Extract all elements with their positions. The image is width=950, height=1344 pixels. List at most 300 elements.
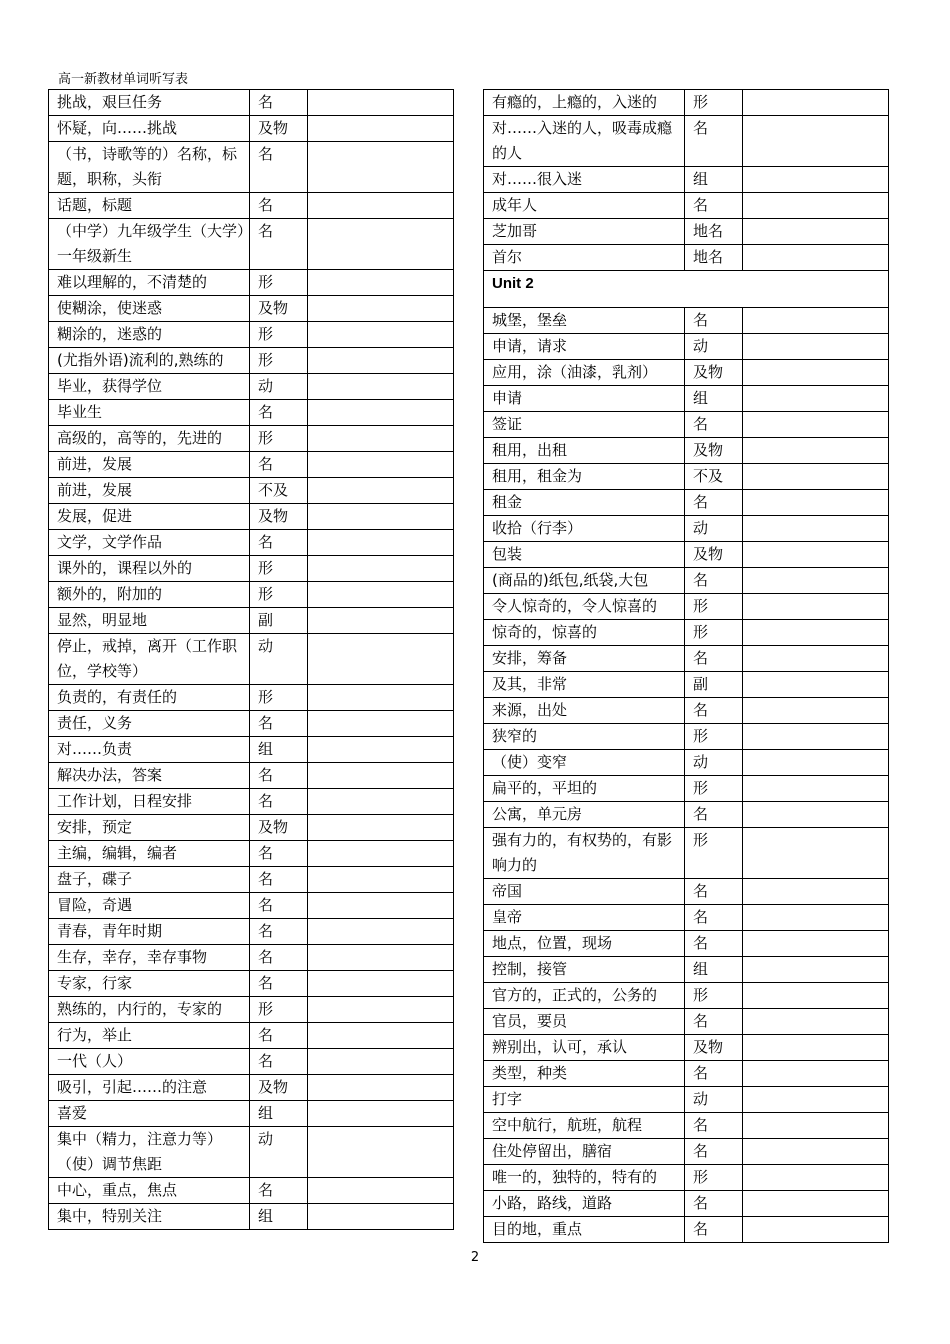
word-meaning-cell: 申请 [484,386,685,412]
answer-blank-cell[interactable] [308,893,454,919]
word-meaning-cell: 话题，标题 [49,193,250,219]
word-meaning-cell: 官员，要员 [484,1009,685,1035]
answer-blank-cell[interactable] [743,1087,889,1113]
word-meaning-cell: 行为，举止 [49,1023,250,1049]
answer-blank-cell[interactable] [743,672,889,698]
word-meaning-cell: 熟练的，内行的，专家的 [49,997,250,1023]
word-meaning-cell: 生存，幸存，幸存事物 [49,945,250,971]
word-meaning-cell: 中心，重点，焦点 [49,1178,250,1204]
answer-blank-cell[interactable] [308,478,454,504]
word-meaning-cell: 负责的，有责任的 [49,685,250,711]
part-of-speech-cell: 形 [250,997,308,1023]
table-row [484,464,889,490]
table-row [49,116,454,142]
word-meaning-cell: 难以理解的，不清楚的 [49,270,250,296]
table-row [49,530,454,556]
word-meaning-cell: 强有力的，有权势的，有影响力的 [484,828,685,879]
word-meaning-cell: 来源，出处 [484,698,685,724]
word-meaning-cell: 毕业，获得学位 [49,374,250,400]
table-row [49,1127,454,1178]
part-of-speech-cell: 名 [685,490,743,516]
part-of-speech-cell: 名 [685,802,743,828]
part-of-speech-cell: 形 [250,582,308,608]
part-of-speech-cell: 名 [685,116,743,167]
word-meaning-cell: 额外的，附加的 [49,582,250,608]
table-row [484,828,889,879]
answer-blank-cell[interactable] [743,724,889,750]
table-row [49,582,454,608]
word-meaning-cell: 应用，涂（油漆，乳剂） [484,360,685,386]
answer-blank-cell[interactable] [308,737,454,763]
answer-blank-cell[interactable] [743,1113,889,1139]
word-meaning-cell: 发展，促进 [49,504,250,530]
word-meaning-cell: (尤指外语)流利的,熟练的 [49,348,250,374]
part-of-speech-cell: 形 [250,348,308,374]
table-row [484,983,889,1009]
word-meaning-cell: 地点，位置，现场 [484,931,685,957]
table-row [49,374,454,400]
answer-blank-cell[interactable] [308,400,454,426]
word-meaning-cell: 糊涂的，迷惑的 [49,322,250,348]
word-meaning-cell: 对……很入迷 [484,167,685,193]
page-number: 2 [470,1250,480,1265]
word-meaning-cell: 前进，发展 [49,452,250,478]
part-of-speech-cell: 名 [250,1178,308,1204]
word-meaning-cell: 公寓，单元房 [484,802,685,828]
table-row [484,245,889,271]
part-of-speech-cell: 及物 [685,438,743,464]
word-meaning-cell: 责任，义务 [49,711,250,737]
part-of-speech-cell: 名 [250,219,308,270]
part-of-speech-cell: 动 [685,334,743,360]
table-row [484,516,889,542]
answer-blank-cell[interactable] [308,219,454,270]
part-of-speech-cell: 及物 [250,815,308,841]
answer-blank-cell[interactable] [743,167,889,193]
word-meaning-cell: （中学）九年级学生（大学）一年级新生 [49,219,250,270]
part-of-speech-cell: 及物 [250,116,308,142]
table-row [49,556,454,582]
table-row [49,893,454,919]
part-of-speech-cell: 名 [250,530,308,556]
answer-blank-cell[interactable] [743,116,889,167]
word-meaning-cell: （书，诗歌等的）名称，标题，职称，头衔 [49,142,250,193]
word-meaning-cell: 租用，租金为 [484,464,685,490]
part-of-speech-cell: 名 [250,945,308,971]
part-of-speech-cell: 动 [685,1087,743,1113]
table-row [49,763,454,789]
table-row [484,386,889,412]
table-row [49,737,454,763]
answer-blank-cell[interactable] [308,530,454,556]
answer-blank-cell[interactable] [743,1165,889,1191]
table-row [484,219,889,245]
answer-blank-cell[interactable] [743,334,889,360]
word-meaning-cell: 住处停留出，膳宿 [484,1139,685,1165]
table-row [484,438,889,464]
answer-blank-cell[interactable] [743,412,889,438]
part-of-speech-cell: 副 [685,672,743,698]
part-of-speech-cell: 名 [250,841,308,867]
table-row [49,789,454,815]
part-of-speech-cell: 形 [685,594,743,620]
word-meaning-cell: 芝加哥 [484,219,685,245]
table-row [49,1049,454,1075]
word-meaning-cell: 令人惊奇的，令人惊喜的 [484,594,685,620]
table-row [49,971,454,997]
part-of-speech-cell: 名 [685,879,743,905]
answer-blank-cell[interactable] [743,776,889,802]
part-of-speech-cell: 组 [685,957,743,983]
part-of-speech-cell: 名 [685,193,743,219]
part-of-speech-cell: 及物 [685,542,743,568]
word-meaning-cell: 主编，编辑，编者 [49,841,250,867]
answer-blank-cell[interactable] [308,919,454,945]
part-of-speech-cell: 形 [250,426,308,452]
table-row [484,1035,889,1061]
word-meaning-cell: 使糊涂，使迷惑 [49,296,250,322]
answer-blank-cell[interactable] [743,828,889,879]
word-meaning-cell: 成年人 [484,193,685,219]
part-of-speech-cell: 形 [685,1165,743,1191]
word-meaning-cell: 青春，青年时期 [49,919,250,945]
answer-blank-cell[interactable] [308,1101,454,1127]
answer-blank-cell[interactable] [743,1009,889,1035]
part-of-speech-cell: 名 [685,646,743,672]
table-row [49,815,454,841]
word-meaning-cell: 唯一的，独特的，特有的 [484,1165,685,1191]
part-of-speech-cell: 地名 [685,245,743,271]
table-row [49,634,454,685]
unit-heading-row [484,271,889,308]
table-row [49,841,454,867]
table-row [484,646,889,672]
answer-blank-cell[interactable] [308,997,454,1023]
answer-blank-cell[interactable] [743,983,889,1009]
answer-blank-cell[interactable] [308,322,454,348]
table-row [49,400,454,426]
table-row [49,867,454,893]
table-row [484,308,889,334]
table-row [49,1023,454,1049]
table-row [484,1087,889,1113]
table-row [484,594,889,620]
answer-blank-cell[interactable] [743,698,889,724]
answer-blank-cell[interactable] [308,1023,454,1049]
part-of-speech-cell: 形 [250,685,308,711]
answer-blank-cell[interactable] [308,685,454,711]
part-of-speech-cell: 动 [250,634,308,685]
table-row [49,1075,454,1101]
part-of-speech-cell: 名 [685,698,743,724]
word-meaning-cell: 冒险，奇遇 [49,893,250,919]
part-of-speech-cell: 名 [685,1009,743,1035]
part-of-speech-cell: 组 [250,1101,308,1127]
table-row [49,478,454,504]
answer-blank-cell[interactable] [308,1127,454,1178]
answer-blank-cell[interactable] [743,360,889,386]
answer-blank-cell[interactable] [308,348,454,374]
table-row [49,219,454,270]
word-meaning-cell: (商品的)纸包,纸袋,大包 [484,568,685,594]
table-row [484,116,889,167]
answer-blank-cell[interactable] [308,270,454,296]
table-row [484,490,889,516]
answer-blank-cell[interactable] [743,594,889,620]
word-meaning-cell: 皇帝 [484,905,685,931]
table-row [49,711,454,737]
part-of-speech-cell: 组 [685,167,743,193]
word-meaning-cell: 高级的，高等的，先进的 [49,426,250,452]
table-row [49,945,454,971]
part-of-speech-cell: 名 [250,90,308,116]
word-meaning-cell: 对……负责 [49,737,250,763]
answer-blank-cell[interactable] [308,971,454,997]
answer-blank-cell[interactable] [308,582,454,608]
table-row [49,193,454,219]
part-of-speech-cell: 名 [685,412,743,438]
table-row [49,919,454,945]
answer-blank-cell[interactable] [308,193,454,219]
part-of-speech-cell: 名 [685,308,743,334]
answer-blank-cell[interactable] [308,711,454,737]
word-meaning-cell: 首尔 [484,245,685,271]
answer-blank-cell[interactable] [743,1061,889,1087]
answer-blank-cell[interactable] [308,634,454,685]
table-row [484,750,889,776]
word-meaning-cell: 控制，接管 [484,957,685,983]
answer-blank-cell[interactable] [743,308,889,334]
part-of-speech-cell: 及物 [250,504,308,530]
word-meaning-cell: 对……入迷的人，吸毒成瘾的人 [484,116,685,167]
table-row [484,620,889,646]
part-of-speech-cell: 地名 [685,219,743,245]
part-of-speech-cell: 名 [685,1217,743,1243]
table-row [484,672,889,698]
table-row [484,879,889,905]
word-meaning-cell: 辨别出，认可，承认 [484,1035,685,1061]
answer-blank-cell[interactable] [308,116,454,142]
part-of-speech-cell: 及物 [250,1075,308,1101]
table-row [484,360,889,386]
table-row [484,90,889,116]
word-meaning-cell: 课外的，课程以外的 [49,556,250,582]
answer-blank-cell[interactable] [308,1049,454,1075]
word-meaning-cell: 毕业生 [49,400,250,426]
word-meaning-cell: 挑战，艰巨任务 [49,90,250,116]
answer-blank-cell[interactable] [743,568,889,594]
part-of-speech-cell: 名 [250,763,308,789]
part-of-speech-cell: 形 [685,724,743,750]
word-meaning-cell: 租金 [484,490,685,516]
answer-blank-cell[interactable] [308,1178,454,1204]
table-row [49,452,454,478]
part-of-speech-cell: 名 [685,1191,743,1217]
answer-blank-cell[interactable] [743,646,889,672]
table-row [484,1061,889,1087]
word-meaning-cell: 类型，种类 [484,1061,685,1087]
word-meaning-cell: 盘子，碟子 [49,867,250,893]
part-of-speech-cell: 名 [250,193,308,219]
part-of-speech-cell: 形 [685,90,743,116]
part-of-speech-cell: 名 [250,452,308,478]
word-meaning-cell: 前进，发展 [49,478,250,504]
table-row [49,90,454,116]
part-of-speech-cell: 组 [685,386,743,412]
answer-blank-cell[interactable] [743,1035,889,1061]
part-of-speech-cell: 名 [685,931,743,957]
part-of-speech-cell: 形 [685,776,743,802]
word-meaning-cell: 收拾（行李） [484,516,685,542]
part-of-speech-cell: 名 [250,142,308,193]
part-of-speech-cell: 形 [250,322,308,348]
table-row [484,1009,889,1035]
part-of-speech-cell: 名 [250,1049,308,1075]
answer-blank-cell[interactable] [743,1191,889,1217]
table-row [484,568,889,594]
table-row [484,776,889,802]
answer-blank-cell[interactable] [308,789,454,815]
part-of-speech-cell: 形 [685,828,743,879]
answer-blank-cell[interactable] [743,219,889,245]
word-meaning-cell: 有瘾的，上瘾的，入迷的 [484,90,685,116]
answer-blank-cell[interactable] [743,490,889,516]
word-meaning-cell: （使）变窄 [484,750,685,776]
word-meaning-cell: 空中航行，航班，航程 [484,1113,685,1139]
part-of-speech-cell: 名 [250,971,308,997]
word-meaning-cell: 喜爱 [49,1101,250,1127]
answer-blank-cell[interactable] [308,296,454,322]
right-vocab-table [483,89,889,1243]
answer-blank-cell[interactable] [308,763,454,789]
table-row [49,322,454,348]
part-of-speech-cell: 组 [250,737,308,763]
table-row [49,504,454,530]
word-meaning-cell: 包装 [484,542,685,568]
word-meaning-cell: 吸引，引起……的注意 [49,1075,250,1101]
part-of-speech-cell: 及物 [250,296,308,322]
answer-blank-cell[interactable] [743,750,889,776]
table-row [484,1217,889,1243]
answer-blank-cell[interactable] [308,374,454,400]
part-of-speech-cell: 形 [250,270,308,296]
word-meaning-cell: 扁平的，平坦的 [484,776,685,802]
word-meaning-cell: 狭窄的 [484,724,685,750]
answer-blank-cell[interactable] [308,867,454,893]
word-meaning-cell: 一代（人） [49,1049,250,1075]
word-meaning-cell: 目的地，重点 [484,1217,685,1243]
answer-blank-cell[interactable] [743,1217,889,1243]
part-of-speech-cell: 名 [685,1061,743,1087]
word-meaning-cell: 申请，请求 [484,334,685,360]
table-row [484,1191,889,1217]
answer-blank-cell[interactable] [743,1139,889,1165]
part-of-speech-cell: 名 [685,1139,743,1165]
part-of-speech-cell: 组 [250,1204,308,1230]
table-row [49,685,454,711]
answer-blank-cell[interactable] [743,386,889,412]
part-of-speech-cell: 不及 [250,478,308,504]
table-row [49,1204,454,1230]
answer-blank-cell[interactable] [743,620,889,646]
answer-blank-cell[interactable] [308,90,454,116]
answer-blank-cell[interactable] [743,802,889,828]
table-row [49,997,454,1023]
word-meaning-cell: 惊奇的，惊喜的 [484,620,685,646]
answer-blank-cell[interactable] [743,193,889,219]
part-of-speech-cell: 名 [250,400,308,426]
answer-blank-cell[interactable] [308,945,454,971]
word-meaning-cell: 停止，戒掉，离开（工作职位，学校等） [49,634,250,685]
page-header: 高一新教材单词听写表 [58,72,189,87]
answer-blank-cell[interactable] [308,142,454,193]
part-of-speech-cell: 名 [685,1113,743,1139]
table-row [49,1101,454,1127]
answer-blank-cell[interactable] [308,504,454,530]
answer-blank-cell[interactable] [308,608,454,634]
answer-blank-cell[interactable] [308,452,454,478]
table-row [484,412,889,438]
part-of-speech-cell: 动 [685,516,743,542]
word-meaning-cell: 安排，预定 [49,815,250,841]
answer-blank-cell[interactable] [743,542,889,568]
answer-blank-cell[interactable] [308,1204,454,1230]
table-row [484,1113,889,1139]
answer-blank-cell[interactable] [308,426,454,452]
part-of-speech-cell: 形 [250,556,308,582]
word-meaning-cell: 解决办法，答案 [49,763,250,789]
table-row [49,142,454,193]
table-row [484,167,889,193]
answer-blank-cell[interactable] [743,438,889,464]
word-meaning-cell: 专家，行家 [49,971,250,997]
part-of-speech-cell: 动 [250,374,308,400]
table-row [484,542,889,568]
answer-blank-cell[interactable] [743,90,889,116]
table-row [49,1178,454,1204]
unit-heading: Unit 2 [484,271,889,308]
part-of-speech-cell: 形 [685,983,743,1009]
part-of-speech-cell: 名 [250,919,308,945]
table-row [49,270,454,296]
answer-blank-cell[interactable] [743,464,889,490]
part-of-speech-cell: 动 [250,1127,308,1178]
part-of-speech-cell: 不及 [685,464,743,490]
answer-blank-cell[interactable] [308,815,454,841]
word-meaning-cell: 文学，文学作品 [49,530,250,556]
answer-blank-cell[interactable] [308,841,454,867]
answer-blank-cell[interactable] [308,1075,454,1101]
word-meaning-cell: 集中，特别关注 [49,1204,250,1230]
answer-blank-cell[interactable] [743,245,889,271]
answer-blank-cell[interactable] [743,931,889,957]
part-of-speech-cell: 名 [685,568,743,594]
word-meaning-cell: 安排，筹备 [484,646,685,672]
answer-blank-cell[interactable] [743,516,889,542]
answer-blank-cell[interactable] [743,879,889,905]
table-row [484,193,889,219]
table-row [49,608,454,634]
part-of-speech-cell: 形 [685,620,743,646]
answer-blank-cell[interactable] [308,556,454,582]
answer-blank-cell[interactable] [743,957,889,983]
answer-blank-cell[interactable] [743,905,889,931]
word-meaning-cell: 官方的，正式的，公务的 [484,983,685,1009]
table-row [49,348,454,374]
table-row [484,931,889,957]
word-meaning-cell: 租用，出租 [484,438,685,464]
word-meaning-cell: 集中（精力，注意力等）（使）调节焦距 [49,1127,250,1178]
